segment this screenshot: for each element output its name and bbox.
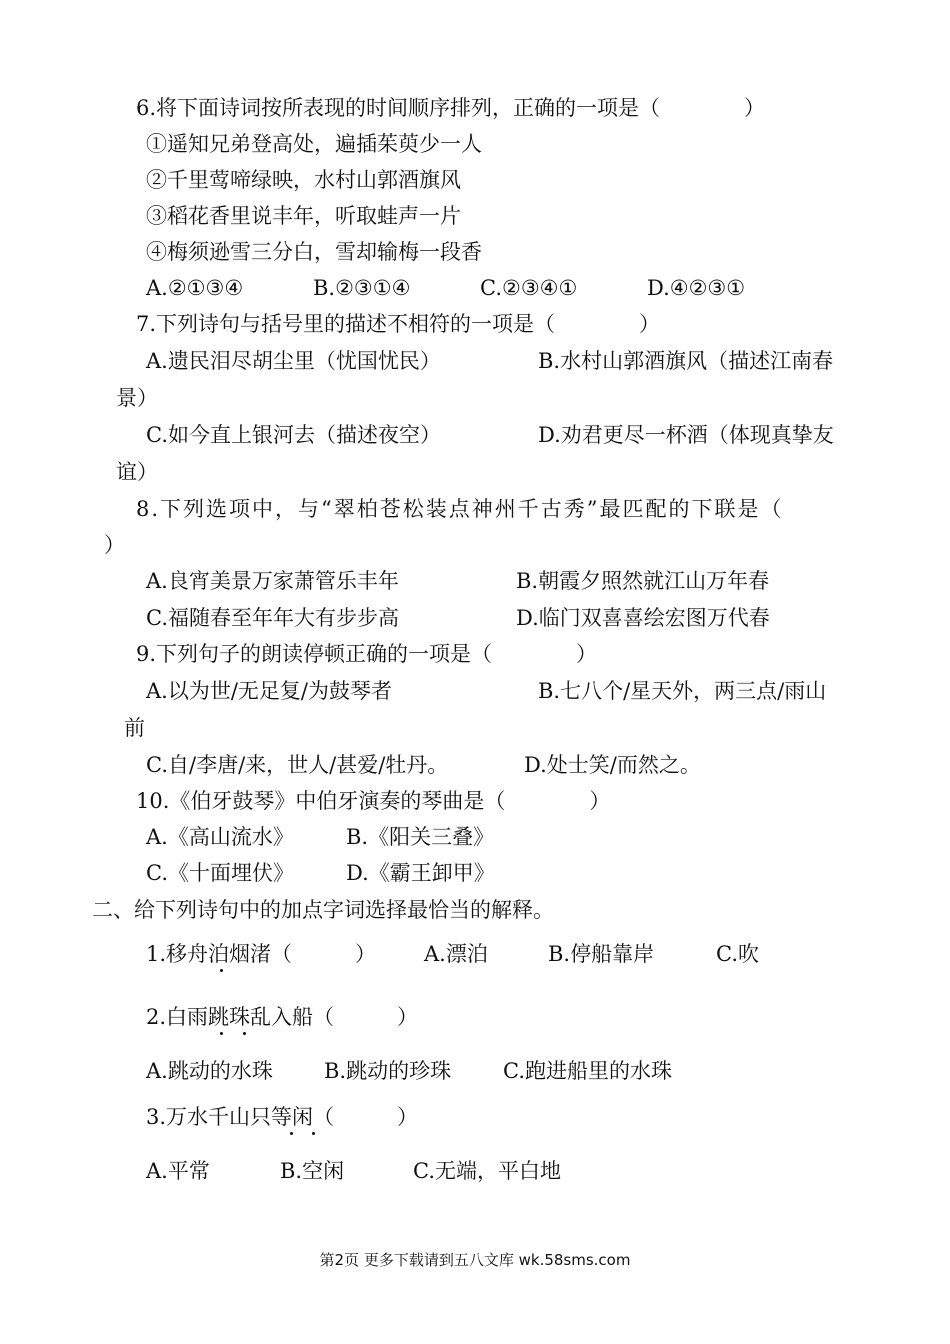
s2-q1-option-a[interactable]: A.漂泊	[424, 942, 488, 966]
q8-stem: 8.下列选项中，与“翠柏苍松装点神州千古秀”最匹配的下联是（	[136, 497, 784, 521]
emphasis-dot	[220, 969, 223, 972]
q7-option-c[interactable]: C.如今直上银河去（描述夜空）	[146, 423, 441, 447]
q6-stem: 6.将下面诗词按所表现的时间顺序排列，正确的一项是（ ）	[136, 96, 766, 120]
s2-q3-option-a[interactable]: A.平常	[146, 1159, 210, 1183]
emphasis-dot	[243, 1032, 246, 1035]
q6-item-4: ④梅须逊雪三分白，雪却输梅一段香	[146, 240, 482, 264]
q9-option-c[interactable]: C.自/李唐/来，世人/甚爱/牡丹。	[146, 753, 449, 777]
s2-q2-stem: 2.白雨跳珠乱入船（ ）	[146, 1005, 419, 1029]
q9-option-b-cont: 前	[124, 716, 145, 740]
q7-option-b[interactable]: B.水村山郭酒旗风（描述江南春	[538, 349, 834, 373]
q9-stem: 9.下列句子的朗读停顿正确的一项是（ ）	[136, 642, 598, 666]
s2-q2-option-a[interactable]: A.跳动的水珠	[146, 1059, 273, 1083]
q7-option-b-cont: 景）	[116, 386, 158, 410]
q6-option-d[interactable]: D.④②③①	[647, 276, 746, 300]
q10-stem: 10.《伯牙鼓琴》中伯牙演奏的琴曲是（ ）	[136, 789, 611, 813]
emphasis-dot	[290, 1132, 293, 1135]
q6-item-3: ③稻花香里说丰年，听取蛙声一片	[146, 204, 461, 228]
s2-q2-option-b[interactable]: B.跳动的珍珠	[324, 1059, 452, 1083]
emphasis-dot	[312, 1132, 315, 1135]
s2-q1-option-b[interactable]: B.停船靠岸	[548, 942, 655, 966]
s2-q2-option-c[interactable]: C.跑进船里的水珠	[503, 1059, 672, 1083]
q7-option-d[interactable]: D.劝君更尽一杯酒（体现真挚友	[538, 423, 834, 447]
q10-option-d[interactable]: D.《霸王卸甲》	[346, 861, 495, 885]
q8-option-b[interactable]: B.朝霞夕照然就江山万年春	[516, 569, 770, 593]
s2-q3-stem: 3.万水千山只等闲（ ）	[146, 1105, 419, 1129]
q8-option-d[interactable]: D.临门双喜喜绘宏图万代春	[516, 606, 770, 630]
q9-option-d[interactable]: D.处士笑/而然之。	[524, 753, 701, 777]
q8-option-a[interactable]: A.良宵美景万家萧管乐丰年	[146, 569, 399, 593]
q9-option-b[interactable]: B.七八个/星天外，两三点/雨山	[538, 679, 827, 703]
q6-option-a[interactable]: A.②①③④	[146, 276, 244, 300]
q10-option-a[interactable]: A.《高山流水》	[146, 825, 294, 849]
section-2-heading: 二、给下列诗句中的加点字词选择最恰当的解释。	[92, 898, 554, 922]
q7-option-a[interactable]: A.遗民泪尽胡尘里（忧国忧民）	[146, 349, 441, 373]
s2-q1-stem: 1.移舟泊烟渚（ ）	[146, 942, 377, 966]
q7-stem: 7.下列诗句与括号里的描述不相符的一项是（ ）	[136, 312, 661, 336]
s2-q3-option-b[interactable]: B.空闲	[280, 1159, 345, 1183]
emphasis-dot	[220, 1032, 223, 1035]
q10-option-c[interactable]: C.《十面埋伏》	[146, 861, 294, 885]
s2-q3-option-c[interactable]: C.无端，平白地	[413, 1159, 561, 1183]
q8-option-c[interactable]: C.福随春至年年大有步步高	[146, 606, 399, 630]
s2-q1-option-c[interactable]: C.吹	[716, 942, 759, 966]
q6-option-b[interactable]: B.②③①④	[313, 276, 411, 300]
q7-option-d-cont: 谊）	[116, 460, 158, 484]
q10-option-b[interactable]: B.《阳关三叠》	[346, 825, 495, 849]
q6-item-2: ②千里莺啼绿映，水村山郭酒旗风	[146, 168, 461, 192]
page-footer: 第2页 更多下载请到五八文库 wk.58sms.com	[319, 1251, 631, 1269]
q8-stem-cont: ）	[104, 533, 125, 557]
q9-option-a[interactable]: A.以为世/无足复/为鼓琴者	[146, 679, 392, 703]
q6-item-1: ①遥知兄弟登高处，遍插茱萸少一人	[146, 132, 482, 156]
q6-option-c[interactable]: C.②③④①	[480, 276, 578, 300]
